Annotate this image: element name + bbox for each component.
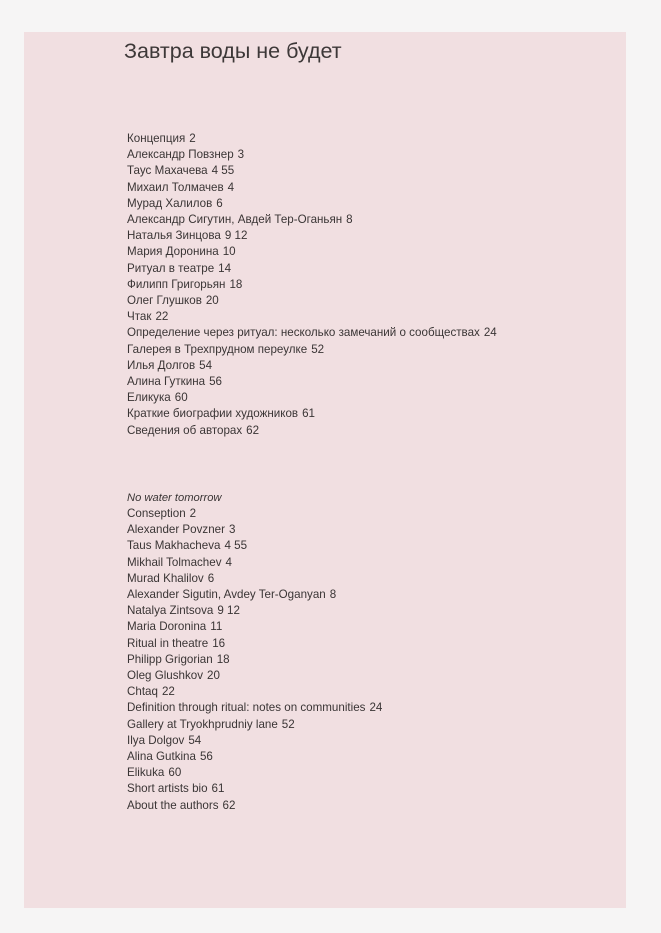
toc-entry-pages: 2 bbox=[189, 132, 196, 145]
toc-entry-pages: 8 bbox=[329, 588, 337, 602]
toc-entry bbox=[127, 309, 497, 325]
page-title: Завтра воды не будет bbox=[124, 39, 342, 63]
toc-entry bbox=[127, 277, 497, 293]
toc-entry-label: Elikuka bbox=[127, 766, 165, 780]
toc-entry-pages: 9 12 bbox=[224, 229, 248, 243]
toc-entry-label: Александр Повзнер bbox=[127, 148, 234, 162]
toc-entry-pages: 22 bbox=[155, 310, 169, 324]
toc-entry-pages: 24 bbox=[483, 326, 497, 340]
toc-entry-label: Сведения об авторах bbox=[127, 423, 243, 437]
toc-entry-label: Мурад Халилов bbox=[127, 196, 213, 210]
toc-entry-pages: 3 bbox=[228, 523, 236, 537]
toc-entry-label: Murad Khalilov bbox=[127, 571, 204, 585]
toc-entry-pages: 4 bbox=[225, 555, 232, 569]
toc-entry-pages: 10 bbox=[222, 245, 236, 259]
toc-entry-pages: 16 bbox=[212, 636, 226, 650]
toc-entry-label: Definition through ritual: notes on communities bbox=[127, 701, 366, 715]
toc-entry-label: Филипп Григорьян bbox=[127, 277, 226, 291]
toc-entry-pages: 6 bbox=[207, 571, 215, 585]
toc-entry bbox=[127, 652, 382, 668]
toc-entry bbox=[127, 717, 382, 733]
toc-entry-label: Галерея в Трехпрудном переулке bbox=[127, 342, 308, 356]
toc-entry-label: Наталья Зинцова bbox=[127, 229, 221, 243]
toc-entry bbox=[127, 342, 497, 358]
toc-entry-pages: 54 bbox=[188, 733, 202, 747]
toc-entry bbox=[127, 131, 497, 147]
toc-entry-pages: 62 bbox=[246, 423, 260, 437]
toc-entry-pages: 62 bbox=[222, 798, 236, 812]
table-of-contents-russian bbox=[127, 131, 497, 439]
toc-entry-pages: 4 55 bbox=[224, 539, 248, 553]
toc-entry-label: Oleg Glushkov bbox=[127, 669, 204, 683]
toc-entry-label: Михаил Толмачев bbox=[127, 180, 224, 194]
toc-entry-label: Концепция bbox=[127, 132, 186, 145]
toc-entry-label: Ilya Dolgov bbox=[127, 733, 185, 747]
toc-entry bbox=[127, 423, 497, 439]
toc-entry bbox=[127, 358, 497, 374]
toc-entry-label: Maria Doronina bbox=[127, 620, 207, 634]
toc-entry-pages: 54 bbox=[199, 358, 213, 372]
toc-entry-pages: 6 bbox=[216, 196, 223, 210]
toc-entry-label: Краткие биографии художников bbox=[127, 407, 299, 421]
toc-entry bbox=[127, 163, 497, 179]
toc-entry-label: Conseption bbox=[127, 507, 186, 520]
toc-entry-label: Александр Сигутин, Авдей Тер-Оганьян bbox=[127, 213, 343, 227]
toc-entry bbox=[127, 196, 497, 212]
toc-entry bbox=[127, 506, 382, 522]
toc-entry-label: Chtaq bbox=[127, 685, 158, 699]
toc-entry bbox=[127, 636, 382, 652]
toc-entry-pages: 2 bbox=[189, 507, 197, 520]
toc-entry-label: Чтак bbox=[127, 310, 152, 324]
toc-entry-label: Мария Доронина bbox=[127, 245, 219, 259]
toc-entry-label: Short artists bio bbox=[127, 782, 208, 796]
toc-entry-label: Таус Махачева bbox=[127, 164, 208, 178]
toc-entry bbox=[127, 700, 382, 716]
toc-entry bbox=[127, 180, 497, 196]
toc-entry bbox=[127, 374, 497, 390]
toc-entry-pages: 52 bbox=[311, 342, 325, 356]
toc-entry bbox=[127, 228, 497, 244]
toc-entry bbox=[127, 538, 382, 554]
toc-entry bbox=[127, 619, 382, 635]
toc-entry-label: Еликука bbox=[127, 391, 171, 405]
english-title: No water tomorrow bbox=[127, 492, 222, 504]
toc-entry-label: Philipp Grigorian bbox=[127, 652, 213, 666]
toc-entry bbox=[127, 390, 497, 406]
toc-entry bbox=[127, 749, 382, 765]
toc-entry-pages: 4 55 bbox=[211, 164, 235, 178]
toc-entry-pages: 9 12 bbox=[217, 604, 240, 618]
toc-entry-pages: 52 bbox=[281, 717, 295, 731]
toc-entry-pages: 8 bbox=[346, 213, 353, 227]
toc-entry-pages: 61 bbox=[302, 407, 315, 421]
toc-entry-pages: 4 bbox=[227, 180, 235, 194]
toc-entry bbox=[127, 733, 382, 749]
toc-entry-pages: 14 bbox=[218, 261, 232, 275]
toc-entry-pages: 18 bbox=[216, 652, 230, 666]
toc-entry bbox=[127, 244, 497, 260]
toc-entry bbox=[127, 668, 382, 684]
toc-entry-label: Алина Гуткина bbox=[127, 375, 206, 389]
toc-entry-label: Олег Глушков bbox=[127, 294, 202, 308]
toc-entry-pages: 61 bbox=[211, 782, 225, 796]
toc-entry-label: About the authors bbox=[127, 798, 219, 812]
toc-entry-label: Mikhail Tolmachev bbox=[127, 555, 222, 569]
toc-entry bbox=[127, 571, 382, 587]
toc-entry-pages: 24 bbox=[369, 701, 383, 715]
toc-entry-label: Alina Gutkina bbox=[127, 750, 196, 764]
toc-entry bbox=[127, 212, 497, 228]
toc-entry bbox=[127, 684, 382, 700]
toc-entry-pages: 22 bbox=[161, 685, 175, 699]
toc-entry bbox=[127, 587, 382, 603]
toc-entry bbox=[127, 325, 497, 341]
toc-entry-label: Taus Makhacheva bbox=[127, 539, 221, 553]
toc-entry bbox=[127, 765, 382, 781]
toc-entry-label: Natalya Zintsova bbox=[127, 604, 214, 618]
toc-entry-label: Alexander Povzner bbox=[127, 523, 225, 537]
toc-entry bbox=[127, 147, 497, 163]
toc-entry-label: Ритуал в театре bbox=[127, 261, 215, 275]
table-of-contents-english bbox=[127, 506, 382, 814]
toc-entry-pages: 18 bbox=[229, 277, 243, 291]
toc-entry-pages: 60 bbox=[168, 766, 182, 780]
document-page bbox=[24, 32, 626, 908]
toc-entry bbox=[127, 261, 497, 277]
toc-entry-label: Ritual in theatre bbox=[127, 636, 209, 650]
toc-entry bbox=[127, 555, 382, 571]
toc-entry-pages: 20 bbox=[207, 669, 220, 683]
toc-entry bbox=[127, 798, 382, 814]
toc-entry bbox=[127, 522, 382, 538]
toc-entry bbox=[127, 781, 382, 797]
toc-entry-label: Gallery at Tryokhprudniy lane bbox=[127, 717, 278, 731]
toc-entry-label: Определение через ритуал: несколько замечаний о сообществах bbox=[127, 326, 480, 340]
toc-entry-label: Илья Долгов bbox=[127, 358, 196, 372]
toc-entry-pages: 20 bbox=[205, 294, 219, 308]
toc-entry-pages: 56 bbox=[209, 375, 222, 389]
toc-entry-pages: 60 bbox=[174, 391, 188, 405]
toc-entry bbox=[127, 603, 382, 619]
toc-entry-pages: 11 bbox=[210, 620, 223, 634]
toc-entry-pages: 56 bbox=[199, 750, 213, 764]
toc-entry bbox=[127, 406, 497, 422]
toc-entry-label: Alexander Sigutin, Avdey Ter-Oganyan bbox=[127, 588, 326, 602]
toc-entry-pages: 3 bbox=[237, 148, 245, 162]
toc-entry bbox=[127, 293, 497, 309]
